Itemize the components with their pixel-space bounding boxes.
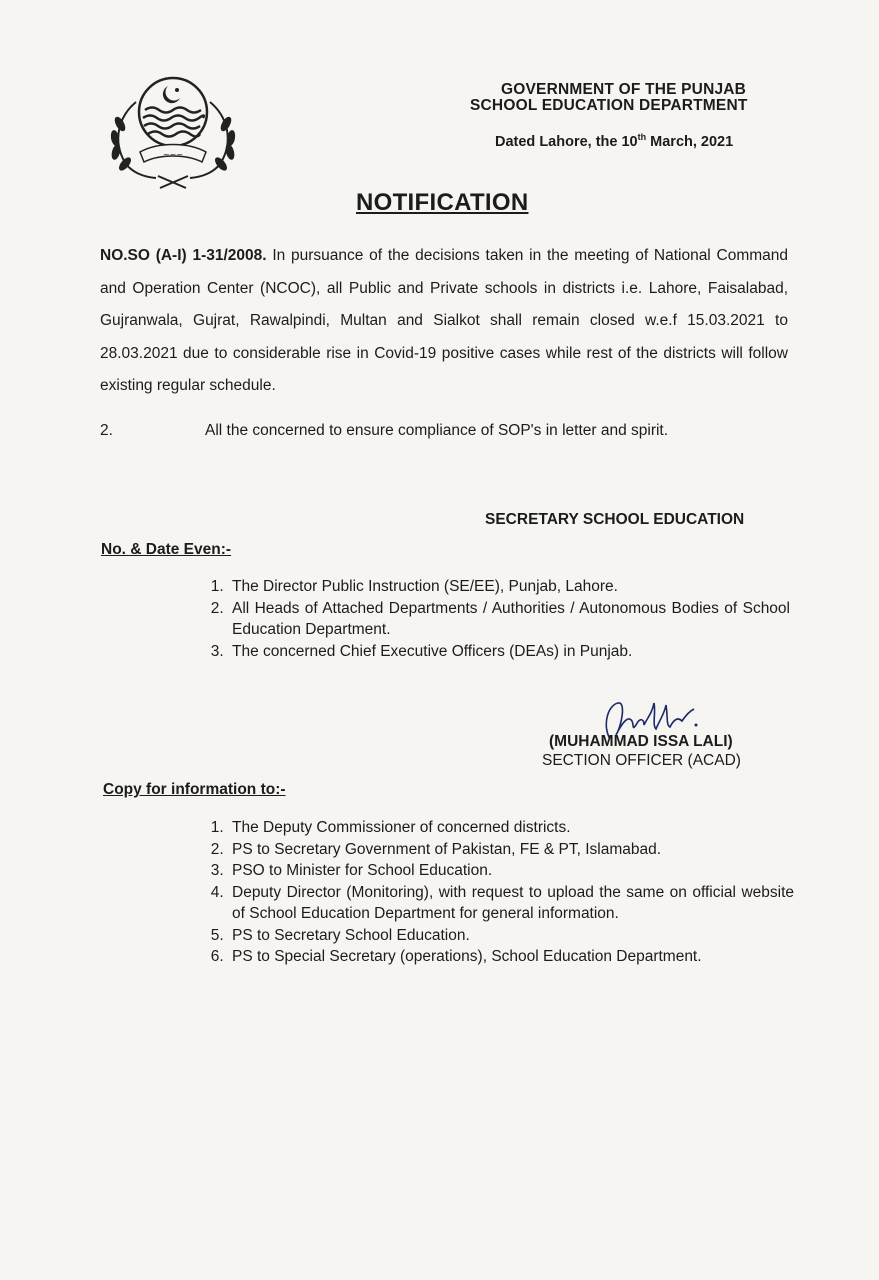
list-item: 2. PS to Secretary Government of Pakistan, FE & PT, Islamabad. (228, 839, 794, 861)
list-item: 6. PS to Special Secretary (operations), School Education Department. (228, 946, 794, 968)
copy-heading: Copy for information to:- (103, 781, 286, 798)
list-item: 1. The Deputy Commissioner of concerned districts. (228, 817, 794, 839)
svg-text:~~~: ~~~ (162, 150, 184, 159)
paragraph-2-number: 2. (100, 422, 113, 439)
notification-paragraph-1: NO.SO (A-I) 1-31/2008. In pursuance of the decisions taken in the meeting of National Command and Operation Center (NCOC), all Public and Private schools in districts i.e. Lahore, Faisalabad, Gujranwala, Gujrat, Rawalpindi, Multan and Sialkot shall remain closed w.e.f 15.03.2021 to 28.03.2021 due to considerable rise in Covid-19 positive cases while rest of the districts will follow existing regular schedule. (100, 247, 789, 394)
signatory-designation: SECTION OFFICER (ACAD) (542, 752, 741, 769)
date-line: Dated Lahore, the 10th March, 2021 (495, 132, 734, 150)
reference-number: NO.SO (A-I) 1-31/2008. (100, 247, 267, 264)
secretary-designation: SECRETARY SCHOOL EDUCATION (485, 511, 745, 528)
department-heading: SCHOOL EDUCATION DEPARTMENT (470, 97, 748, 114)
even-distribution-list (200, 576, 790, 662)
notification-title: NOTIFICATION (356, 189, 529, 216)
government-heading: GOVERNMENT OF THE PUNJAB (501, 81, 747, 98)
list-item: 3. The concerned Chief Executive Officers (DEAs) in Punjab. (228, 641, 790, 663)
list-item: 3. PSO to Minister for School Education. (228, 860, 794, 882)
list-item: 5. PS to Secretary School Education. (228, 925, 794, 947)
signatory-name: (MUHAMMAD ISSA LALI) (549, 733, 733, 750)
punjab-emblem-logo (98, 72, 248, 190)
notification-paragraph-2: All the concerned to ensure compliance of SOP's in letter and spirit. (205, 422, 669, 439)
list-item: 2. All Heads of Attached Departments / Authorities / Autonomous Bodies of School Education Department. (228, 598, 790, 641)
list-item: 1. The Director Public Instruction (SE/EE), Punjab, Lahore. (228, 576, 790, 598)
list-item: 4. Deputy Director (Monitoring), with request to upload the same on official website of School Education Department for general information. (228, 882, 794, 925)
even-heading: No. & Date Even:- (101, 541, 232, 558)
copy-distribution-list (200, 817, 794, 968)
